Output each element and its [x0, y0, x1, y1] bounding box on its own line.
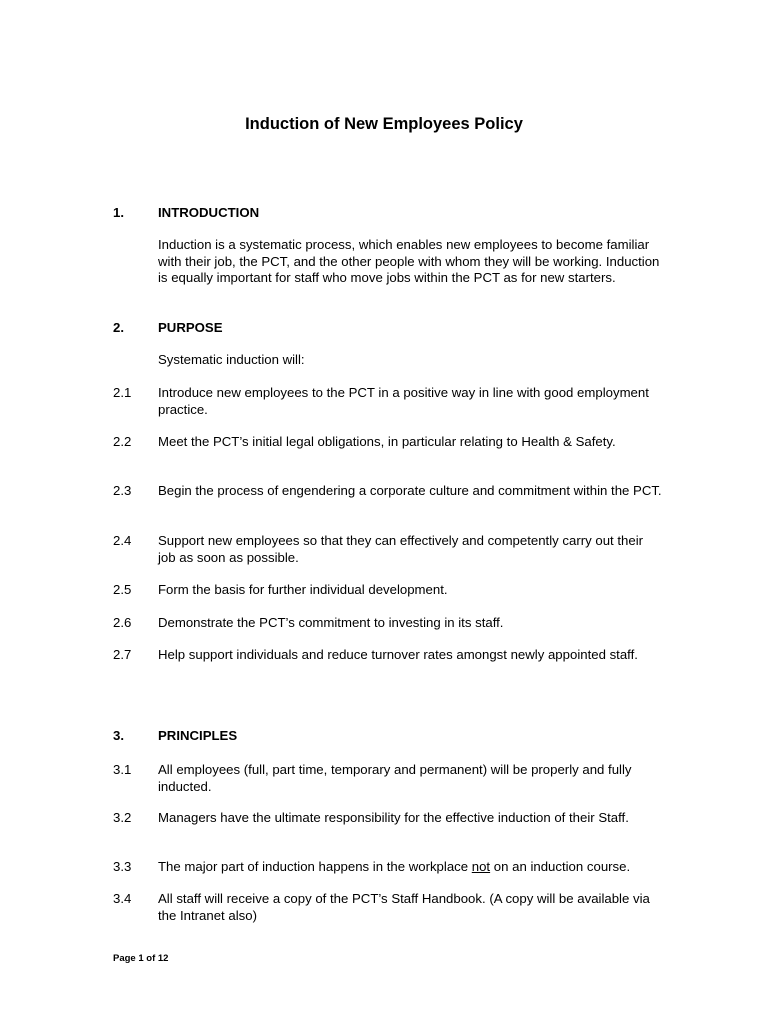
section-heading: PURPOSE: [158, 320, 223, 335]
section-heading: PRINCIPLES: [158, 728, 238, 743]
item-text: Form the basis for further individual development.: [158, 582, 448, 597]
item-text: Meet the PCT’s initial legal obligations, in particular relating to Health & Safety.: [158, 434, 616, 449]
item-number: 3.3: [113, 859, 132, 874]
item-number: 2.2: [113, 434, 132, 449]
section-number: 1.: [113, 205, 124, 220]
section-heading: INTRODUCTION: [158, 205, 260, 220]
item-number: 2.1: [113, 385, 132, 400]
section-number: 2.: [113, 320, 124, 335]
item-text-before: The major part of induction happens in the workplace: [158, 859, 472, 874]
item-text: Help support individuals and reduce turnover rates amongst newly appointed staff.: [158, 647, 638, 662]
item-number: 2.5: [113, 582, 132, 597]
item-text: All employees (full, part time, temporary and permanent) will be properly and fully inducted.: [158, 762, 632, 794]
item-text: Demonstrate the PCT’s commitment to investing in its staff.: [158, 615, 504, 630]
underlined-emphasis: not: [471, 859, 491, 874]
item-text: All staff will receive a copy of the PCT’s Staff Handbook. (A copy will be available via the Intranet also): [158, 891, 650, 923]
item-number: 2.3: [113, 483, 132, 498]
section-number: 3.: [113, 728, 124, 743]
item-text: Introduce new employees to the PCT in a positive way in line with good employment practice.: [158, 385, 649, 417]
item-text-after: on an induction course.: [490, 859, 631, 874]
item-number: 2.4: [113, 533, 132, 548]
item-number: 3.4: [113, 891, 132, 906]
paragraph-text: Induction is a systematic process, which enables new employees to become familiar with their job, the PCT, and the other people with whom they will be working. Induction is equally important for staff who move jobs within the PCT as for new starters.: [158, 237, 660, 285]
item-number: 2.7: [113, 647, 132, 662]
item-text: Managers have the ultimate responsibility for the effective induction of their Staff.: [158, 810, 629, 825]
item-number: 3.2: [113, 810, 132, 825]
paragraph-text: Systematic induction will:: [158, 352, 305, 367]
page-title: Induction of New Employees Policy: [245, 115, 523, 133]
item-number: 3.1: [113, 762, 132, 777]
item-text: Begin the process of engendering a corporate culture and commitment within the PCT.: [158, 483, 662, 498]
item-text: Support new employees so that they can effectively and competently carry out their job as soon as possible.: [158, 533, 644, 565]
item-text: [158, 859, 663, 876]
page-footer: Page 1 of 12: [113, 953, 169, 964]
item-number: 2.6: [113, 615, 132, 630]
